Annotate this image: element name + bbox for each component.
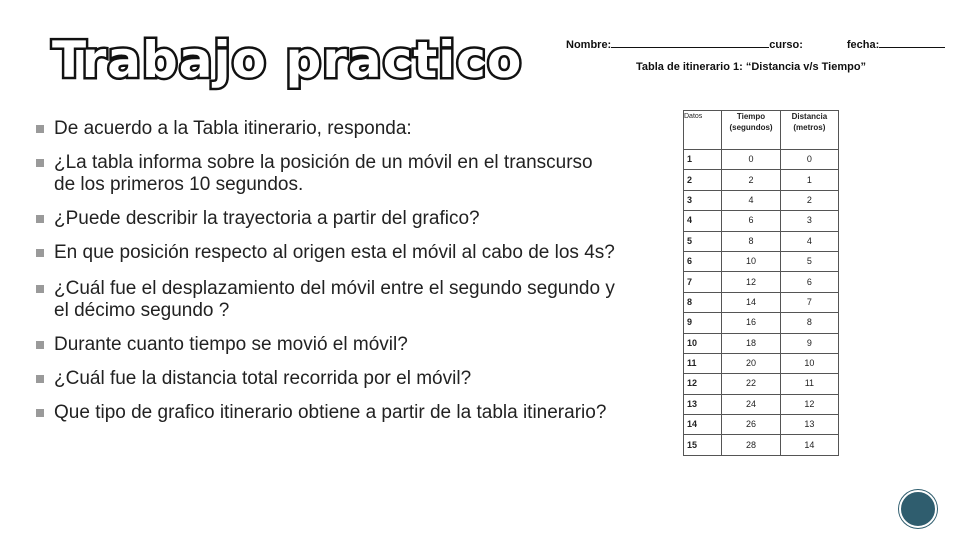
question-item: ¿La tabla informa sobre la posición de un móvil en el transcurso de los primeros 10 segundos. xyxy=(36,152,616,196)
question-item: En que posición respecto al origen esta el móvil al cabo de los 4s? xyxy=(36,242,616,264)
bullet-marker xyxy=(36,285,44,293)
bullet-marker xyxy=(36,341,44,349)
question-item: ¿Cuál fue la distancia total recorrida por el móvil? xyxy=(36,368,616,390)
table-row: 9 16 8 xyxy=(684,313,839,333)
table-row: 4 6 3 xyxy=(684,211,839,231)
nombre-blank xyxy=(611,37,769,48)
question-item: ¿Puede describir la trayectoria a partir del grafico? xyxy=(36,208,616,230)
table-row: 5 8 4 xyxy=(684,231,839,251)
table-header-row xyxy=(684,111,839,150)
header-distancia: Distancia (metros) xyxy=(780,111,838,150)
bullet-marker xyxy=(36,159,44,167)
curso-label: curso: xyxy=(769,39,803,51)
slide-title: Trabajo practico xyxy=(52,31,523,89)
table-row: 2 2 1 xyxy=(684,170,839,190)
nombre-label: Nombre: xyxy=(566,39,612,51)
question-item: ¿Cuál fue el desplazamiento del móvil entre el segundo segundo y el décimo segundo ? xyxy=(36,278,616,322)
fecha-label: fecha: xyxy=(846,39,880,51)
table-row: 8 14 7 xyxy=(684,292,839,312)
table-row: 11 20 10 xyxy=(684,353,839,373)
table-row: 10 18 9 xyxy=(684,333,839,353)
bullet-marker xyxy=(36,409,44,417)
table-row: 15 28 14 xyxy=(684,435,839,455)
table-row: 3 4 2 xyxy=(684,190,839,210)
bullet-marker xyxy=(36,215,44,223)
slide-nav-button[interactable] xyxy=(899,490,937,528)
table-row: 6 10 5 xyxy=(684,251,839,271)
question-item: Durante cuanto tiempo se movió el móvil? xyxy=(36,334,616,356)
itinerary-table xyxy=(683,110,839,456)
header-tiempo: Tiempo (segundos) xyxy=(722,111,780,150)
table-row: 12 22 11 xyxy=(684,374,839,394)
question-item: De acuerdo a la Tabla itinerario, responda: xyxy=(36,118,616,140)
table-row: 13 24 12 xyxy=(684,394,839,414)
question-list xyxy=(36,118,616,424)
worksheet-header xyxy=(566,37,945,51)
question-item: Que tipo de grafico itinerario obtiene a partir de la tabla itinerario? xyxy=(36,402,616,424)
bullet-marker xyxy=(36,249,44,257)
fecha-blank xyxy=(879,37,945,48)
header-datos: Datos xyxy=(684,111,722,150)
bullet-marker xyxy=(36,375,44,383)
table-title: Tabla de itinerario 1: “Distancia v/s Tiempo” xyxy=(636,61,867,73)
table-row: 14 26 13 xyxy=(684,415,839,435)
bullet-marker xyxy=(36,125,44,133)
table-row: 1 0 0 xyxy=(684,150,839,170)
table-row: 7 12 6 xyxy=(684,272,839,292)
